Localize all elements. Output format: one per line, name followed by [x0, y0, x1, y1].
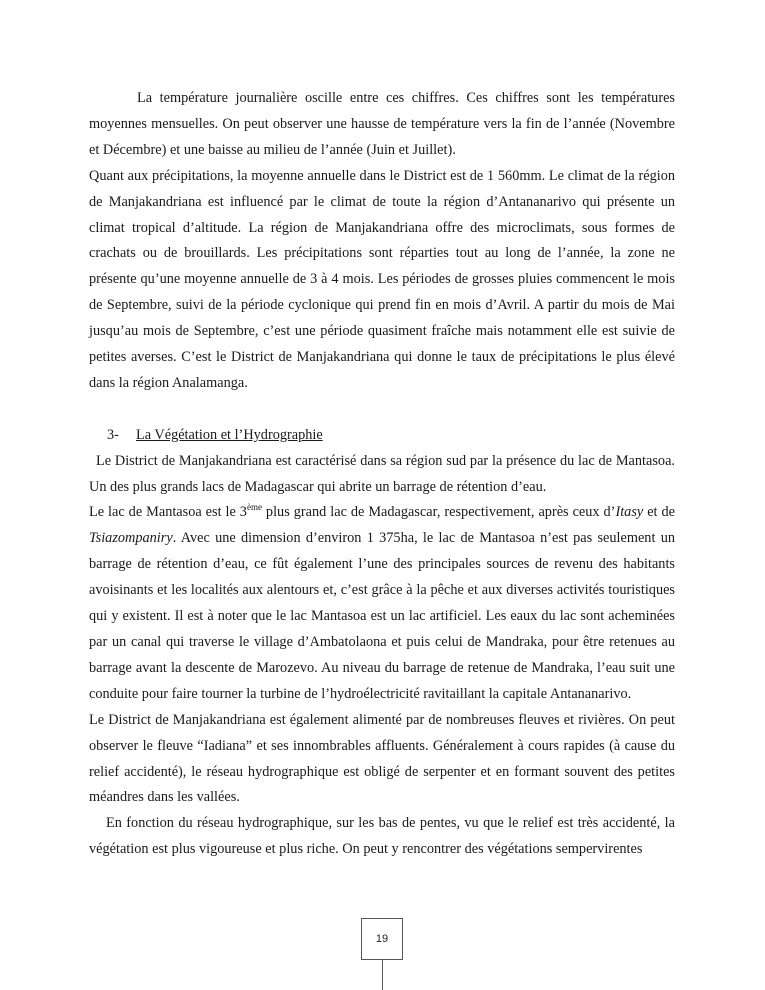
lac-tsiazompaniry: Tsiazompaniry [89, 530, 173, 547]
heading-title: La Végétation et l’Hydrographie [136, 426, 323, 443]
paragraph-vegetation: En fonction du réseau hydrographique, sur les bas de pentes, vu que le relief est très accidenté, la végétation est plus vigoureuse et plus riche. On peut y rencontrer des végétations sempervirentes [89, 815, 675, 858]
lac-text-c: et de [643, 504, 675, 521]
lac-text-a: Le lac de Mantasoa est le 3 [89, 504, 247, 521]
paragraph-district-lac: Le District de Manjakandriana est caractérisé dans sa région sud par la présence du lac de Mantasoa. Un des plus grands lacs de Madagascar qui abrite un barrage de rétention d’eau. [89, 452, 675, 495]
paragraph-temperature: La température journalière oscille entre ces chiffres. Ces chiffres sont les températures moyennes mensuelles. On peut observer une hausse de température vers la fin de l’année (Novembre et Décembre) et une baisse au milieu de l’année (Juin et Juillet). [89, 90, 675, 158]
body-text [89, 86, 675, 863]
paragraph-lac-mantasoa [89, 500, 675, 707]
blank-line [89, 397, 675, 423]
paragraph-fleuves: Le District de Manjakandriana est également alimenté par de nombreuses fleuves et rivières. On peut observer le fleuve “Iadiana” et ses innombrables affluents. Généralement à cours rapides (à cause du relief accidenté), le réseau hydrographique est obligé de serpenter et en formant souvent des petites méandres dans les vallées. [89, 711, 675, 806]
page-number: 19 [361, 918, 403, 960]
ordinal-superscript: ème [246, 501, 262, 512]
paragraph-precipitations: Quant aux précipitations, la moyenne annuelle dans le District est de 1 560mm. Le climat de la région de Manjakandriana est influencé par le climat de toute la région d’Antananarivo qui présente un climat tropical d’altitude. La région de Manjakandriana offre des microclimats, sous formes de crachats ou de brouillards. Les précipitations sont réparties tout au long de l’année, la zone ne présente qu’une moyenne annuelle de 3 à 4 mois. Les périodes de grosses pluies commencent le mois de Septembre, suivi de la période cyclonique qui prend fin en mois d’Avril. A partir du mois de Mai jusqu’au mois de Septembre, c’est une période quasiment fraîche mais notamment elle est suivie de petites averses. C’est le District de Manjakandriana qui donne le taux de précipitations le plus élevé dans la région Analamanga. [89, 167, 675, 391]
lac-text-b: plus grand lac de Madagascar, respectivement, après ceux d’ [261, 504, 616, 521]
footer-divider [382, 960, 383, 990]
lac-itasy: Itasy [615, 504, 644, 521]
section-heading [89, 423, 675, 449]
heading-number: 3- [107, 426, 119, 443]
lac-text-d: . Avec une dimension d’environ 1 375ha, le lac de Mantasoa n’est pas seulement un barrage de rétention d’eau, ce fût également l’une des principales sources de revenu des habitants avoisinants et les localités aux alentours et, c’est grâce à la pêche et aux diverses activités touristiques qui y existent. Il est à noter que le lac Mantasoa est un lac artificiel. Les eaux du lac sont acheminées par un canal qui traverse le village d’Ambatolaona et puis celui de Mandraka, pour être retenues au barrage avant la descente de Marozevo. Au niveau du barrage de retenue de Mandraka, l’eau suit une conduite pour faire tourner la turbine de l’hydroélectricité ravitaillant la capitale Antananarivo. [89, 530, 675, 702]
